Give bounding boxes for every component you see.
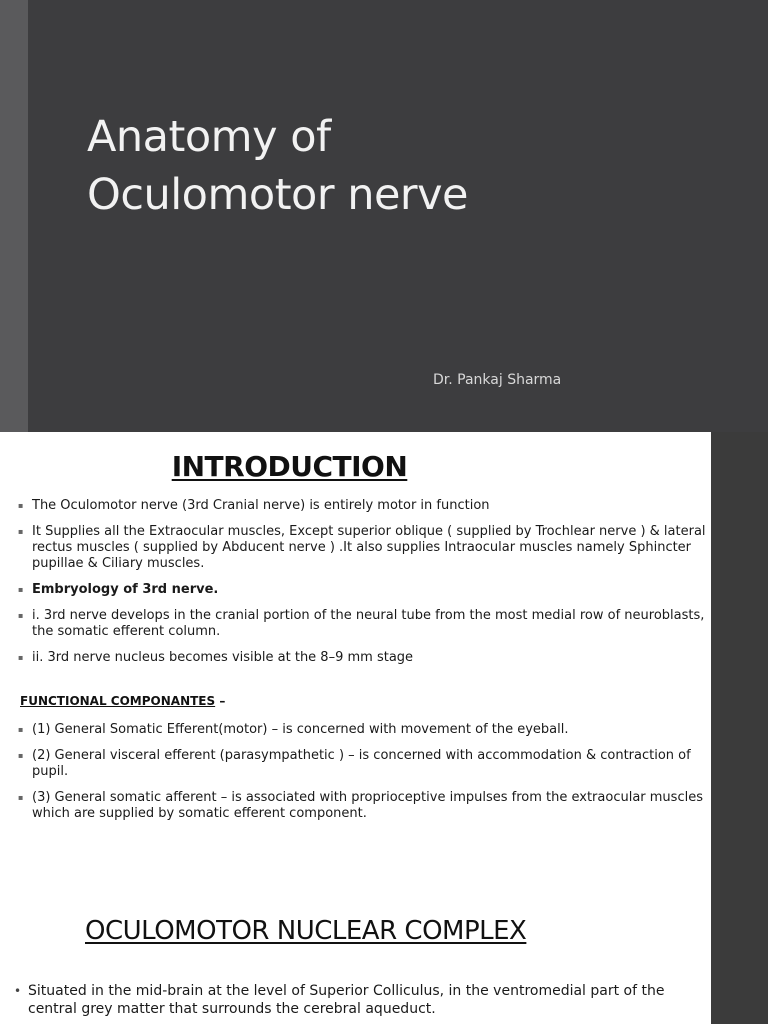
list-item: [16, 650, 706, 666]
bullet-text: Situated in the mid-brain at the level of Superior Colliculus, in the ventromedial part of the central grey matter that surrounds the cerebral aqueduct.: [28, 983, 665, 1017]
nuclear-complex-list: [12, 982, 707, 1018]
author-name: Dr. Pankaj Sharma: [433, 372, 562, 388]
background-strip: [711, 432, 768, 1024]
list-item: [16, 498, 706, 514]
functional-heading-text: FUNCTIONAL COMPONANTES: [20, 694, 216, 708]
introduction-list: [16, 498, 706, 676]
list-item: [16, 582, 706, 598]
slide-side-bar: [0, 0, 28, 432]
bullet-text: i. 3rd nerve develops in the cranial portion of the neural tube from the most medial row of neuroblasts, the somatic efferent column.: [32, 608, 705, 639]
bullet-text: (2) General visceral efferent (parasympathetic ) – is concerned with accommodation & contraction of pupil.: [32, 748, 691, 779]
list-item: [16, 790, 706, 822]
functional-heading-dash: –: [215, 694, 226, 708]
nuclear-complex-heading: OCULOMOTOR NUCLEAR COMPLEX: [85, 916, 527, 946]
title-slide: [0, 0, 768, 432]
list-item: [16, 608, 706, 640]
bullet-text: It Supplies all the Extraocular muscles, Except superior oblique ( supplied by Trochlear nerve ) & lateral rectus muscles ( supplied by Abducent nerve ) .It also supplies Intraocular muscles namely Sphincter pupillae & Ciliary muscles.: [32, 524, 706, 571]
introduction-slide: [0, 432, 711, 1024]
list-item: [16, 748, 706, 780]
list-item: [16, 524, 706, 572]
introduction-heading: INTRODUCTION: [171, 450, 408, 483]
list-item: [16, 722, 706, 738]
bullet-text: (1) General Somatic Efferent(motor) – is concerned with movement of the eyeball.: [32, 722, 569, 737]
bullet-text: The Oculomotor nerve (3rd Cranial nerve) is entirely motor in function: [32, 498, 490, 513]
functional-components-list: [16, 722, 706, 832]
functional-components-heading: [20, 694, 225, 708]
bullet-text: Embryology of 3rd nerve.: [32, 582, 219, 597]
list-item: [12, 982, 707, 1018]
title-line-2: Oculomotor nerve: [87, 170, 468, 220]
title-line-1: Anatomy of: [87, 112, 331, 162]
bullet-text: ii. 3rd nerve nucleus becomes visible at the 8–9 mm stage: [32, 650, 414, 665]
bullet-text: (3) General somatic afferent – is associated with proprioceptive impulses from the extraocular muscles which are supplied by somatic efferent component.: [32, 790, 703, 821]
slide-title: [87, 108, 468, 224]
